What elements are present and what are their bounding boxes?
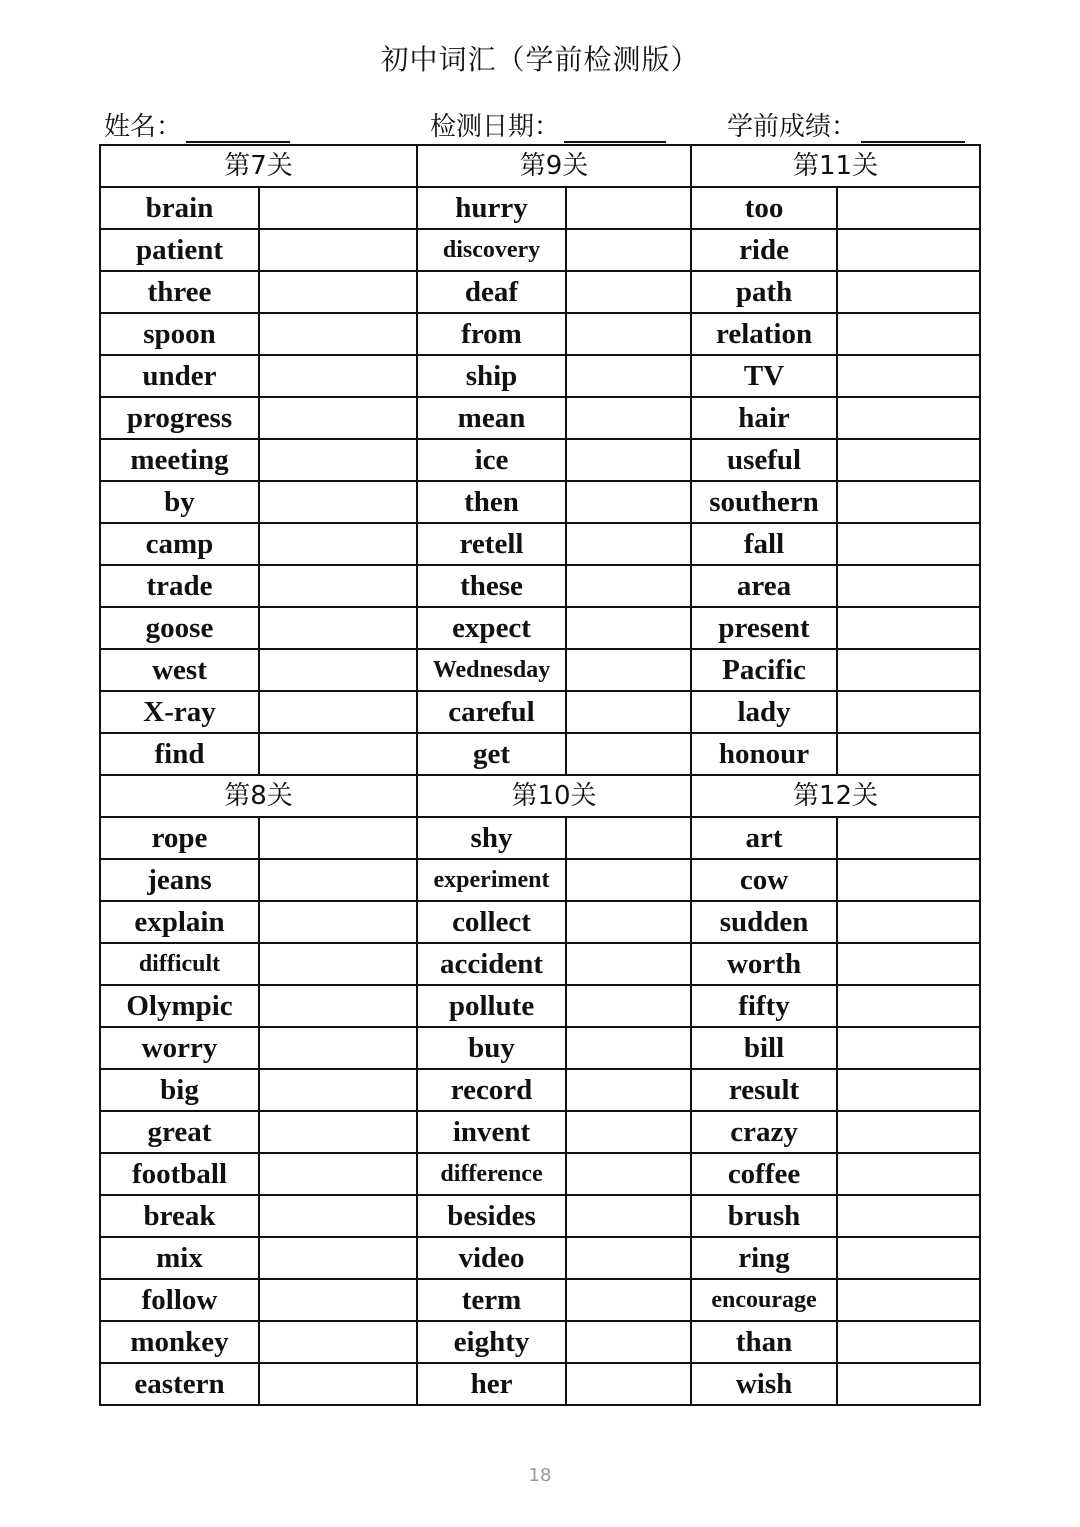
answer-cell[interactable] [259, 1195, 417, 1237]
word-cell: art [691, 817, 837, 859]
word-cell: record [417, 1069, 566, 1111]
answer-cell[interactable] [566, 1321, 691, 1363]
answer-cell[interactable] [837, 1279, 980, 1321]
answer-cell[interactable] [837, 187, 980, 229]
answer-cell[interactable] [259, 649, 417, 691]
word-row [100, 397, 980, 439]
word-cell: discovery [417, 229, 566, 271]
answer-cell[interactable] [259, 733, 417, 775]
word-cell: fifty [691, 985, 837, 1027]
word-cell: crazy [691, 1111, 837, 1153]
word-row [100, 523, 980, 565]
answer-cell[interactable] [837, 565, 980, 607]
level-header: 第11关 [691, 145, 980, 187]
name-blank[interactable] [186, 115, 290, 143]
answer-cell[interactable] [566, 817, 691, 859]
word-cell: video [417, 1237, 566, 1279]
word-row [100, 649, 980, 691]
answer-cell[interactable] [566, 943, 691, 985]
word-cell: mix [100, 1237, 259, 1279]
date-field [430, 106, 666, 143]
answer-cell[interactable] [566, 1363, 691, 1405]
date-label: 检测日期： [430, 112, 561, 142]
word-cell: Olympic [100, 985, 259, 1027]
page-cut-edge [90, 1452, 990, 1466]
answer-cell[interactable] [566, 1237, 691, 1279]
word-row [100, 1321, 980, 1363]
word-row [100, 229, 980, 271]
word-row [100, 355, 980, 397]
answer-cell[interactable] [566, 859, 691, 901]
answer-cell[interactable] [259, 1153, 417, 1195]
answer-cell[interactable] [837, 481, 980, 523]
answer-cell[interactable] [837, 1195, 980, 1237]
word-row [100, 481, 980, 523]
answer-cell[interactable] [837, 985, 980, 1027]
word-cell: hair [691, 397, 837, 439]
answer-cell[interactable] [566, 733, 691, 775]
word-cell: by [100, 481, 259, 523]
word-row [100, 1027, 980, 1069]
word-cell: jeans [100, 859, 259, 901]
word-cell: camp [100, 523, 259, 565]
word-cell: expect [417, 607, 566, 649]
word-row [100, 1195, 980, 1237]
word-row [100, 271, 980, 313]
word-cell: mean [417, 397, 566, 439]
answer-cell[interactable] [566, 1279, 691, 1321]
score-blank[interactable] [861, 115, 965, 143]
answer-cell[interactable] [566, 1027, 691, 1069]
word-cell: ring [691, 1237, 837, 1279]
word-cell: trade [100, 565, 259, 607]
word-cell: difficult [100, 943, 259, 985]
answer-cell[interactable] [566, 565, 691, 607]
answer-cell[interactable] [837, 649, 980, 691]
score-field [727, 106, 965, 143]
word-row [100, 859, 980, 901]
word-row [100, 1069, 980, 1111]
level-header: 第7关 [100, 145, 417, 187]
answer-cell[interactable] [566, 901, 691, 943]
answer-cell[interactable] [566, 481, 691, 523]
answer-cell[interactable] [259, 1111, 417, 1153]
answer-cell[interactable] [837, 733, 980, 775]
word-cell: follow [100, 1279, 259, 1321]
word-cell: goose [100, 607, 259, 649]
word-cell: lady [691, 691, 837, 733]
word-cell: collect [417, 901, 566, 943]
answer-cell[interactable] [259, 1069, 417, 1111]
word-row [100, 187, 980, 229]
answer-cell[interactable] [837, 1321, 980, 1363]
word-cell: TV [691, 355, 837, 397]
answer-cell[interactable] [566, 439, 691, 481]
answer-cell[interactable] [566, 1195, 691, 1237]
answer-cell[interactable] [259, 1279, 417, 1321]
answer-cell[interactable] [566, 271, 691, 313]
word-row [100, 313, 980, 355]
level-header: 第9关 [417, 145, 691, 187]
word-cell: Wednesday [417, 649, 566, 691]
answer-cell[interactable] [259, 607, 417, 649]
answer-cell[interactable] [837, 1153, 980, 1195]
word-cell: monkey [100, 1321, 259, 1363]
answer-cell[interactable] [837, 523, 980, 565]
word-cell: these [417, 565, 566, 607]
word-cell: deaf [417, 271, 566, 313]
answer-cell[interactable] [837, 1027, 980, 1069]
answer-cell[interactable] [837, 1111, 980, 1153]
answer-cell[interactable] [837, 691, 980, 733]
page-number: 18 [528, 1465, 552, 1486]
word-cell: football [100, 1153, 259, 1195]
answer-cell[interactable] [259, 1363, 417, 1405]
answer-cell[interactable] [259, 355, 417, 397]
word-cell: besides [417, 1195, 566, 1237]
word-row [100, 1153, 980, 1195]
answer-cell[interactable] [259, 691, 417, 733]
word-cell: shy [417, 817, 566, 859]
answer-cell[interactable] [259, 397, 417, 439]
word-row [100, 1279, 980, 1321]
answer-cell[interactable] [566, 1111, 691, 1153]
word-cell: explain [100, 901, 259, 943]
word-cell: patient [100, 229, 259, 271]
answer-cell[interactable] [259, 271, 417, 313]
answer-cell[interactable] [566, 607, 691, 649]
word-cell: buy [417, 1027, 566, 1069]
word-cell: get [417, 733, 566, 775]
answer-cell[interactable] [566, 1153, 691, 1195]
word-cell: present [691, 607, 837, 649]
word-cell: cow [691, 859, 837, 901]
word-cell: rope [100, 817, 259, 859]
answer-cell[interactable] [259, 481, 417, 523]
word-cell: big [100, 1069, 259, 1111]
word-cell: area [691, 565, 837, 607]
answer-cell[interactable] [837, 271, 980, 313]
answer-cell[interactable] [566, 1069, 691, 1111]
answer-cell[interactable] [837, 1363, 980, 1405]
word-cell: under [100, 355, 259, 397]
word-cell: relation [691, 313, 837, 355]
word-cell: progress [100, 397, 259, 439]
answer-cell[interactable] [837, 313, 980, 355]
word-cell: great [100, 1111, 259, 1153]
section-header-row [100, 145, 980, 187]
answer-cell[interactable] [566, 313, 691, 355]
word-cell: her [417, 1363, 566, 1405]
word-cell: fall [691, 523, 837, 565]
answer-cell[interactable] [259, 985, 417, 1027]
answer-cell[interactable] [259, 187, 417, 229]
level-header: 第8关 [100, 775, 417, 817]
word-cell: accident [417, 943, 566, 985]
answer-cell[interactable] [259, 565, 417, 607]
answer-cell[interactable] [837, 901, 980, 943]
section-header-row [100, 775, 980, 817]
word-cell: then [417, 481, 566, 523]
word-cell: X-ray [100, 691, 259, 733]
answer-cell[interactable] [566, 691, 691, 733]
answer-cell[interactable] [259, 817, 417, 859]
word-cell: southern [691, 481, 837, 523]
answer-cell[interactable] [837, 943, 980, 985]
word-cell: wish [691, 1363, 837, 1405]
word-cell: hurry [417, 187, 566, 229]
word-cell: invent [417, 1111, 566, 1153]
word-cell: bill [691, 1027, 837, 1069]
answer-cell[interactable] [837, 1237, 980, 1279]
word-cell: worry [100, 1027, 259, 1069]
word-cell: pollute [417, 985, 566, 1027]
word-row [100, 817, 980, 859]
word-cell: term [417, 1279, 566, 1321]
answer-cell[interactable] [566, 397, 691, 439]
word-row [100, 1111, 980, 1153]
answer-cell[interactable] [259, 439, 417, 481]
answer-cell[interactable] [259, 943, 417, 985]
answer-cell[interactable] [837, 607, 980, 649]
word-row [100, 691, 980, 733]
word-row [100, 943, 980, 985]
word-cell: Pacific [691, 649, 837, 691]
word-cell: honour [691, 733, 837, 775]
answer-cell[interactable] [259, 901, 417, 943]
word-cell: eighty [417, 1321, 566, 1363]
word-row [100, 607, 980, 649]
answer-cell[interactable] [259, 229, 417, 271]
answer-cell[interactable] [837, 1069, 980, 1111]
vocab-table [99, 144, 981, 1406]
word-cell: brain [100, 187, 259, 229]
word-row [100, 1237, 980, 1279]
word-cell: path [691, 271, 837, 313]
word-cell: ship [417, 355, 566, 397]
answer-cell[interactable] [837, 397, 980, 439]
word-cell: find [100, 733, 259, 775]
answer-cell[interactable] [259, 1027, 417, 1069]
name-label: 姓名： [104, 112, 183, 142]
word-cell: ice [417, 439, 566, 481]
word-cell: experiment [417, 859, 566, 901]
answer-cell[interactable] [259, 313, 417, 355]
answer-cell[interactable] [566, 985, 691, 1027]
date-blank[interactable] [564, 115, 666, 143]
page-title: 初中词汇（学前检测版） [380, 43, 700, 76]
word-cell: brush [691, 1195, 837, 1237]
answer-cell[interactable] [837, 859, 980, 901]
answer-cell[interactable] [566, 187, 691, 229]
answer-cell[interactable] [566, 229, 691, 271]
answer-cell[interactable] [837, 355, 980, 397]
answer-cell[interactable] [837, 439, 980, 481]
word-cell: useful [691, 439, 837, 481]
word-cell: eastern [100, 1363, 259, 1405]
word-cell: west [100, 649, 259, 691]
word-cell: worth [691, 943, 837, 985]
word-row [100, 733, 980, 775]
word-cell: encourage [691, 1279, 837, 1321]
word-cell: spoon [100, 313, 259, 355]
answer-cell[interactable] [259, 1237, 417, 1279]
answer-cell[interactable] [259, 859, 417, 901]
answer-cell[interactable] [259, 1321, 417, 1363]
word-cell: careful [417, 691, 566, 733]
word-cell: break [100, 1195, 259, 1237]
answer-cell[interactable] [566, 649, 691, 691]
word-cell: retell [417, 523, 566, 565]
word-cell: ride [691, 229, 837, 271]
word-row [100, 565, 980, 607]
word-row [100, 1363, 980, 1405]
word-cell: than [691, 1321, 837, 1363]
answer-cell[interactable] [259, 523, 417, 565]
answer-cell[interactable] [566, 523, 691, 565]
word-cell: too [691, 187, 837, 229]
answer-cell[interactable] [837, 817, 980, 859]
word-row [100, 439, 980, 481]
word-cell: from [417, 313, 566, 355]
score-label: 学前成绩： [727, 112, 858, 142]
word-cell: coffee [691, 1153, 837, 1195]
word-cell: meeting [100, 439, 259, 481]
name-field [104, 106, 290, 143]
word-cell: three [100, 271, 259, 313]
answer-cell[interactable] [837, 229, 980, 271]
word-row [100, 985, 980, 1027]
level-header: 第12关 [691, 775, 980, 817]
level-header: 第10关 [417, 775, 691, 817]
word-cell: difference [417, 1153, 566, 1195]
answer-cell[interactable] [566, 355, 691, 397]
word-row [100, 901, 980, 943]
word-cell: result [691, 1069, 837, 1111]
word-cell: sudden [691, 901, 837, 943]
